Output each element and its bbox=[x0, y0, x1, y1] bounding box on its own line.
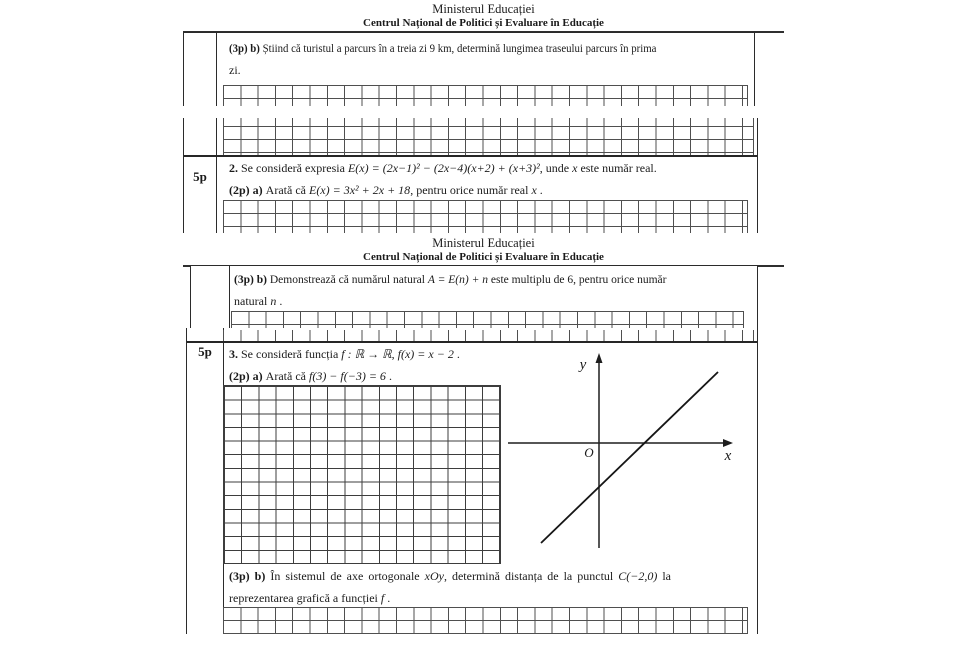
problem-2-section bbox=[183, 118, 758, 233]
score-column bbox=[184, 33, 217, 106]
text-run: zi. bbox=[229, 63, 241, 77]
y-axis-arrow bbox=[596, 353, 603, 363]
score-column bbox=[187, 328, 224, 634]
page1-header bbox=[183, 3, 784, 33]
problem-2-part-a bbox=[229, 182, 543, 198]
problem-3-part-a bbox=[229, 368, 392, 384]
text-run: n bbox=[270, 294, 277, 308]
answer-grid bbox=[223, 607, 748, 634]
text-run: , determină distanța de la punctul bbox=[443, 569, 619, 583]
page2-header bbox=[183, 237, 784, 267]
text-run: reprezentarea grafică a funcției bbox=[229, 591, 381, 605]
answer-grid bbox=[223, 200, 748, 233]
y-axis-label: y bbox=[579, 357, 587, 373]
ministry-name: Ministerul Educației bbox=[432, 2, 535, 16]
text-run: . bbox=[384, 591, 391, 605]
problem-3-part-b-line2 bbox=[229, 590, 390, 606]
text-run: (3p) b) bbox=[229, 569, 271, 583]
text-run: x bbox=[572, 161, 578, 175]
text-run: (3p) b) bbox=[229, 41, 263, 55]
answer-grid bbox=[223, 118, 754, 155]
problem-1b-section bbox=[183, 32, 755, 106]
origin-label: O bbox=[584, 445, 594, 460]
row-divider bbox=[184, 155, 757, 157]
text-run: E(x) = (2x−1)² − (2x−4)(x+2) + (x+3)² bbox=[347, 161, 540, 175]
text-run: x bbox=[531, 183, 537, 197]
problem-1b-text-line1 bbox=[229, 40, 656, 56]
text-run: Arată că bbox=[265, 369, 309, 383]
score-badge: 5p bbox=[198, 344, 212, 359]
text-run: f bbox=[380, 591, 385, 605]
function-line bbox=[541, 372, 718, 543]
squared-grid bbox=[223, 385, 501, 564]
x-axis-label: x bbox=[724, 448, 732, 464]
answer-grid bbox=[223, 85, 748, 106]
score-badge: 5p bbox=[193, 169, 207, 184]
text-run: 2. bbox=[229, 161, 241, 175]
answer-grid bbox=[223, 330, 754, 341]
problem-2b-text-line2 bbox=[234, 293, 282, 309]
text-run: f(3) − f(−3) = 6 bbox=[308, 369, 386, 383]
function-graph bbox=[501, 350, 746, 560]
text-run: . bbox=[276, 294, 283, 308]
text-run: este multiplu de 6, pentru orice număr bbox=[487, 272, 667, 286]
row-divider bbox=[187, 341, 757, 343]
text-run: f : ℝ → ℝ bbox=[341, 347, 392, 361]
text-run: Știind că turistul a parcurs în a treia zi 9 km, determină lungimea traseului parcurs în prima bbox=[262, 41, 657, 55]
score-column bbox=[191, 266, 230, 336]
text-run: (3p) b) bbox=[234, 272, 270, 286]
text-run: Demonstrează că numărul natural bbox=[269, 272, 428, 286]
text-run: Arată că bbox=[265, 183, 309, 197]
ministry-name: Ministerul Educației bbox=[432, 236, 535, 250]
problem-2b-section bbox=[190, 265, 758, 336]
problem-3-statement bbox=[229, 346, 460, 362]
text-run: , pentru orice număr real bbox=[410, 183, 532, 197]
problem-1b-text-line2 bbox=[229, 62, 241, 78]
center-name: Centrul Național de Politici și Evaluare în Educație bbox=[363, 17, 604, 29]
text-run: Se consideră expresia bbox=[241, 161, 348, 175]
text-run: , bbox=[391, 347, 398, 361]
text-run: f(x) = x − 2 bbox=[397, 347, 454, 361]
text-run: . bbox=[385, 369, 392, 383]
text-run: Se consideră funcția bbox=[241, 347, 342, 361]
text-run: . bbox=[536, 183, 543, 197]
text-run: În sistemul de axe ortogonale bbox=[270, 569, 425, 583]
text-run: . bbox=[453, 347, 460, 361]
text-run: , unde bbox=[539, 161, 573, 175]
center-name: Centrul Național de Politici și Evaluare în Educație bbox=[363, 251, 604, 263]
text-run: natural bbox=[234, 294, 271, 308]
text-run: este număr real. bbox=[577, 161, 657, 175]
text-run: E(x) = 3x² + 2x + 18 bbox=[308, 183, 411, 197]
text-run: 3. bbox=[229, 347, 241, 361]
problem-2b-text-line1 bbox=[234, 271, 667, 287]
text-run: C(−2,0) bbox=[618, 569, 658, 583]
text-run: A = E(n) + n bbox=[427, 272, 488, 286]
text-run: (2p) a) bbox=[229, 183, 266, 197]
problem-3-section bbox=[186, 328, 758, 634]
text-run: la bbox=[657, 569, 672, 583]
text-run: xOy bbox=[424, 569, 444, 583]
x-axis-arrow bbox=[723, 439, 733, 447]
problem-3-part-b-line1 bbox=[229, 568, 671, 584]
text-run: (2p) a) bbox=[229, 369, 266, 383]
problem-2-statement bbox=[229, 160, 657, 176]
